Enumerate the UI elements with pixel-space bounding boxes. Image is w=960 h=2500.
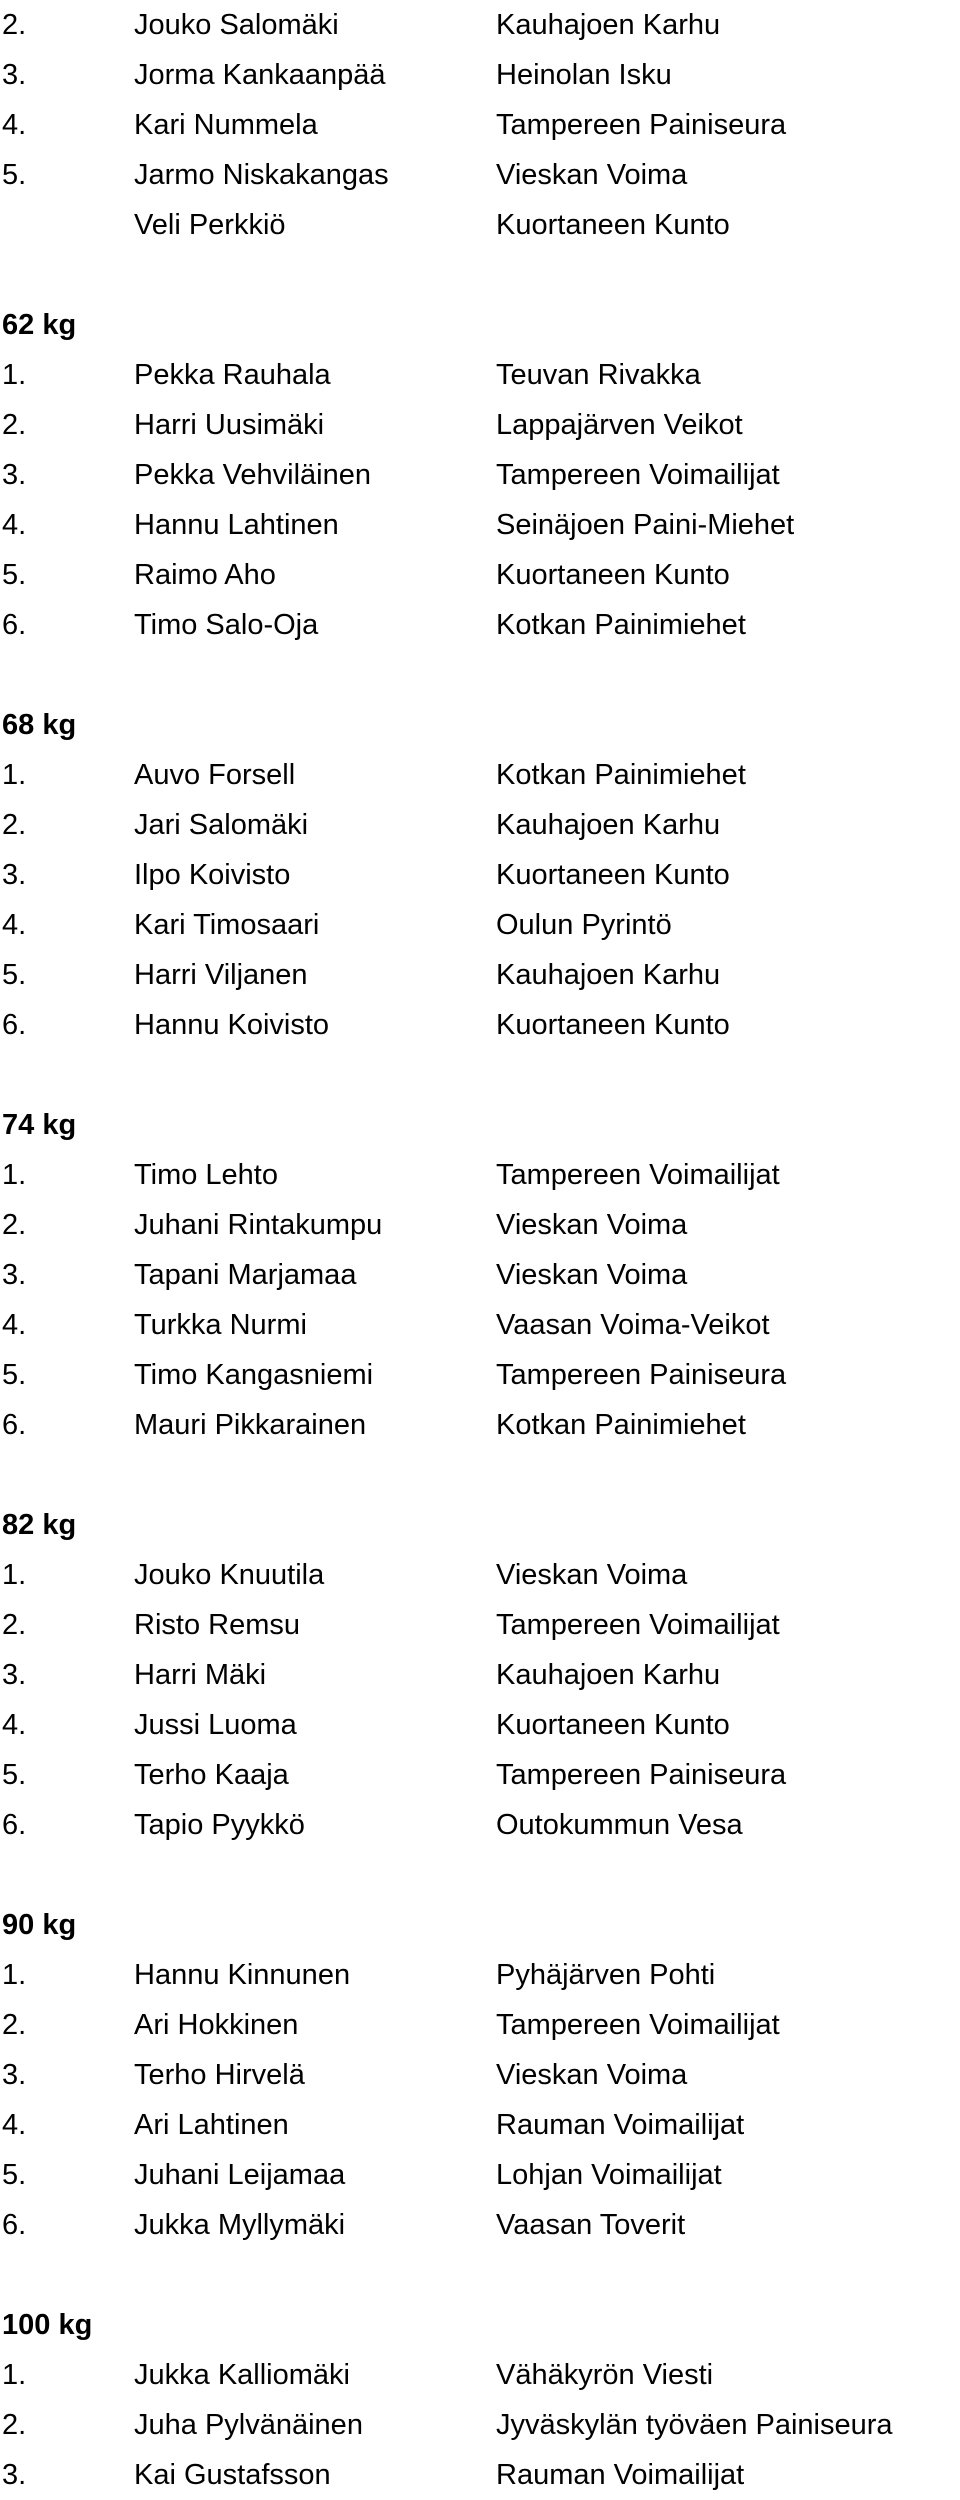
- placement-number: 1.: [2, 1159, 27, 1191]
- club-name: Vaasan Toverit: [496, 2209, 686, 2241]
- wrestler-name: Kari Timosaari: [134, 909, 320, 941]
- placement-number: 2.: [2, 1209, 27, 1241]
- wrestler-name: Jukka Myllymäki: [134, 2209, 346, 2241]
- weight-class-heading: 62 kg: [2, 309, 77, 341]
- weight-class-heading: 82 kg: [2, 1509, 77, 1541]
- club-name: Pyhäjärven Pohti: [496, 1959, 716, 1991]
- club-name: Kauhajoen Karhu: [496, 9, 721, 41]
- result-row: [0, 1950, 960, 2000]
- club-name: Oulun Pyrintö: [496, 909, 672, 941]
- placement-number: 4.: [2, 909, 27, 941]
- wrestler-name: Kari Nummela: [134, 109, 318, 141]
- club-name: Heinolan Isku: [496, 59, 672, 91]
- result-row: [0, 1000, 960, 1050]
- placement-number: 5.: [2, 159, 27, 191]
- result-row: [0, 2450, 960, 2500]
- result-row: [0, 1750, 960, 1800]
- section-spacer: [0, 250, 960, 300]
- placement-number: 1.: [2, 759, 27, 791]
- section-spacer: [0, 650, 960, 700]
- wrestler-name: Ari Lahtinen: [134, 2109, 289, 2141]
- result-row: [0, 2400, 960, 2450]
- result-row: [0, 1650, 960, 1700]
- result-row: [0, 1200, 960, 1250]
- club-name: Kuortaneen Kunto: [496, 209, 730, 241]
- placement-number: 2.: [2, 1609, 27, 1641]
- result-row: [0, 2150, 960, 2200]
- wrestler-name: Veli Perkkiö: [134, 209, 286, 241]
- result-row: [0, 100, 960, 150]
- placement-number: 5.: [2, 1359, 27, 1391]
- club-name: Tampereen Voimailijat: [496, 2009, 780, 2041]
- placement-number: 2.: [2, 2409, 27, 2441]
- club-name: Vieskan Voima: [496, 159, 688, 191]
- result-row: [0, 1150, 960, 1200]
- placement-number: 4.: [2, 109, 27, 141]
- placement-number: 1.: [2, 1559, 27, 1591]
- weight-class-heading: 100 kg: [2, 2309, 93, 2341]
- club-name: Vähäkyrön Viesti: [496, 2359, 714, 2391]
- wrestler-name: Raimo Aho: [134, 559, 276, 591]
- wrestler-name: Risto Remsu: [134, 1609, 300, 1641]
- placement-number: 2.: [2, 809, 27, 841]
- placement-number: 3.: [2, 2059, 27, 2091]
- club-name: Outokummun Vesa: [496, 1809, 743, 1841]
- placement-number: 6.: [2, 2209, 27, 2241]
- wrestler-name: Jukka Kalliomäki: [134, 2359, 350, 2391]
- club-name: Tampereen Painiseura: [496, 109, 787, 141]
- wrestler-name: Harri Mäki: [134, 1659, 267, 1691]
- club-name: Jyväskylän työväen Painiseura: [496, 2409, 893, 2441]
- result-row: [0, 800, 960, 850]
- placement-number: 6.: [2, 1409, 27, 1441]
- placement-number: 6.: [2, 609, 27, 641]
- club-name: Vieskan Voima: [496, 1259, 688, 1291]
- weight-class-heading: 90 kg: [2, 1909, 77, 1941]
- result-row: [0, 2050, 960, 2100]
- result-row: [0, 2350, 960, 2400]
- result-row: [0, 1550, 960, 1600]
- result-row: [0, 150, 960, 200]
- result-row: [0, 900, 960, 950]
- club-name: Lappajärven Veikot: [496, 409, 743, 441]
- placement-number: 5.: [2, 959, 27, 991]
- result-row: [0, 1300, 960, 1350]
- club-name: Tampereen Painiseura: [496, 1759, 787, 1791]
- wrestler-name: Timo Lehto: [134, 1159, 278, 1191]
- section-spacer: [0, 1850, 960, 1900]
- wrestler-name: Harri Uusimäki: [134, 409, 325, 441]
- wrestler-name: Jussi Luoma: [134, 1709, 297, 1741]
- result-row: [0, 950, 960, 1000]
- club-name: Kotkan Painimiehet: [496, 1409, 746, 1441]
- wrestler-name: Pekka Vehviläinen: [134, 459, 371, 491]
- result-row: [0, 1400, 960, 1450]
- placement-number: 4.: [2, 1309, 27, 1341]
- placement-number: 4.: [2, 509, 27, 541]
- result-row: [0, 0, 960, 50]
- club-name: Rauman Voimailijat: [496, 2459, 745, 2491]
- result-row: [0, 1800, 960, 1850]
- result-row: [0, 850, 960, 900]
- club-name: Kuortaneen Kunto: [496, 859, 730, 891]
- wrestler-name: Hannu Kinnunen: [134, 1959, 351, 1991]
- placement-number: 5.: [2, 2159, 27, 2191]
- placement-number: 3.: [2, 459, 27, 491]
- club-name: Kuortaneen Kunto: [496, 559, 730, 591]
- result-row: [0, 1700, 960, 1750]
- club-name: Vaasan Voima-Veikot: [496, 1309, 770, 1341]
- placement-number: 1.: [2, 359, 27, 391]
- section-spacer: [0, 1050, 960, 1100]
- result-row: [0, 400, 960, 450]
- placement-number: 1.: [2, 2359, 27, 2391]
- weight-class-heading: 74 kg: [2, 1109, 77, 1141]
- placement-number: 3.: [2, 1659, 27, 1691]
- club-name: Kauhajoen Karhu: [496, 1659, 721, 1691]
- result-row: [0, 450, 960, 500]
- result-row: [0, 550, 960, 600]
- club-name: Teuvan Rivakka: [496, 359, 701, 391]
- club-name: Vieskan Voima: [496, 1209, 688, 1241]
- section-spacer: [0, 2250, 960, 2300]
- result-row: [0, 2000, 960, 2050]
- wrestler-name: Jouko Salomäki: [134, 9, 339, 41]
- wrestler-name: Jouko Knuutila: [134, 1559, 325, 1591]
- placement-number: 4.: [2, 2109, 27, 2141]
- club-name: Lohjan Voimailijat: [496, 2159, 722, 2191]
- wrestler-name: Ari Hokkinen: [134, 2009, 299, 2041]
- club-name: Rauman Voimailijat: [496, 2109, 745, 2141]
- club-name: Kuortaneen Kunto: [496, 1009, 730, 1041]
- club-name: Kauhajoen Karhu: [496, 959, 721, 991]
- placement-number: 4.: [2, 1709, 27, 1741]
- wrestler-name: Juhani Leijamaa: [134, 2159, 346, 2191]
- wrestler-name: Pekka Rauhala: [134, 359, 331, 391]
- club-name: Vieskan Voima: [496, 2059, 688, 2091]
- wrestler-name: Timo Salo-Oja: [134, 609, 319, 641]
- result-row: [0, 750, 960, 800]
- wrestler-name: Hannu Koivisto: [134, 1009, 330, 1041]
- placement-number: 5.: [2, 559, 27, 591]
- weight-class-heading: 68 kg: [2, 709, 77, 741]
- placement-number: 2.: [2, 9, 27, 41]
- result-row: [0, 2200, 960, 2250]
- club-name: Seinäjoen Paini-Miehet: [496, 509, 795, 541]
- placement-number: 1.: [2, 1959, 27, 1991]
- result-row: [0, 500, 960, 550]
- result-row: [0, 1250, 960, 1300]
- result-row: [0, 2100, 960, 2150]
- result-row: [0, 1350, 960, 1400]
- wrestler-name: Timo Kangasniemi: [134, 1359, 374, 1391]
- wrestler-name: Hannu Lahtinen: [134, 509, 339, 541]
- wrestler-name: Auvo Forsell: [134, 759, 296, 791]
- wrestler-name: Terho Hirvelä: [134, 2059, 305, 2091]
- result-row: [0, 600, 960, 650]
- result-row: [0, 350, 960, 400]
- club-name: Kotkan Painimiehet: [496, 759, 746, 791]
- wrestler-name: Jorma Kankaanpää: [134, 59, 386, 91]
- club-name: Kauhajoen Karhu: [496, 809, 721, 841]
- wrestler-name: Jarmo Niskakangas: [134, 159, 389, 191]
- placement-number: 3.: [2, 2459, 27, 2491]
- club-name: Kuortaneen Kunto: [496, 1709, 730, 1741]
- wrestler-name: Ilpo Koivisto: [134, 859, 291, 891]
- club-name: Tampereen Voimailijat: [496, 1609, 780, 1641]
- club-name: Tampereen Painiseura: [496, 1359, 787, 1391]
- placement-number: 3.: [2, 859, 27, 891]
- placement-number: 6.: [2, 1809, 27, 1841]
- placement-number: 2.: [2, 409, 27, 441]
- section-spacer: [0, 1450, 960, 1500]
- result-row: [0, 200, 960, 250]
- placement-number: 5.: [2, 1759, 27, 1791]
- placement-number: 3.: [2, 59, 27, 91]
- placement-number: 3.: [2, 1259, 27, 1291]
- club-name: Vieskan Voima: [496, 1559, 688, 1591]
- placement-number: 6.: [2, 1009, 27, 1041]
- wrestler-name: Terho Kaaja: [134, 1759, 289, 1791]
- club-name: Tampereen Voimailijat: [496, 1159, 780, 1191]
- wrestler-name: Mauri Pikkarainen: [134, 1409, 367, 1441]
- result-row: [0, 50, 960, 100]
- wrestler-name: Kai Gustafsson: [134, 2459, 331, 2491]
- placement-number: 2.: [2, 2009, 27, 2041]
- wrestler-name: Jari Salomäki: [134, 809, 309, 841]
- club-name: Tampereen Voimailijat: [496, 459, 780, 491]
- result-row: [0, 1600, 960, 1650]
- club-name: Kotkan Painimiehet: [496, 609, 746, 641]
- wrestler-name: Harri Viljanen: [134, 959, 308, 991]
- wrestler-name: Juhani Rintakumpu: [134, 1209, 383, 1241]
- wrestler-name: Juha Pylvänäinen: [134, 2409, 363, 2441]
- wrestler-name: Turkka Nurmi: [134, 1309, 307, 1341]
- wrestler-name: Tapani Marjamaa: [134, 1259, 357, 1291]
- wrestler-name: Tapio Pyykkö: [134, 1809, 305, 1841]
